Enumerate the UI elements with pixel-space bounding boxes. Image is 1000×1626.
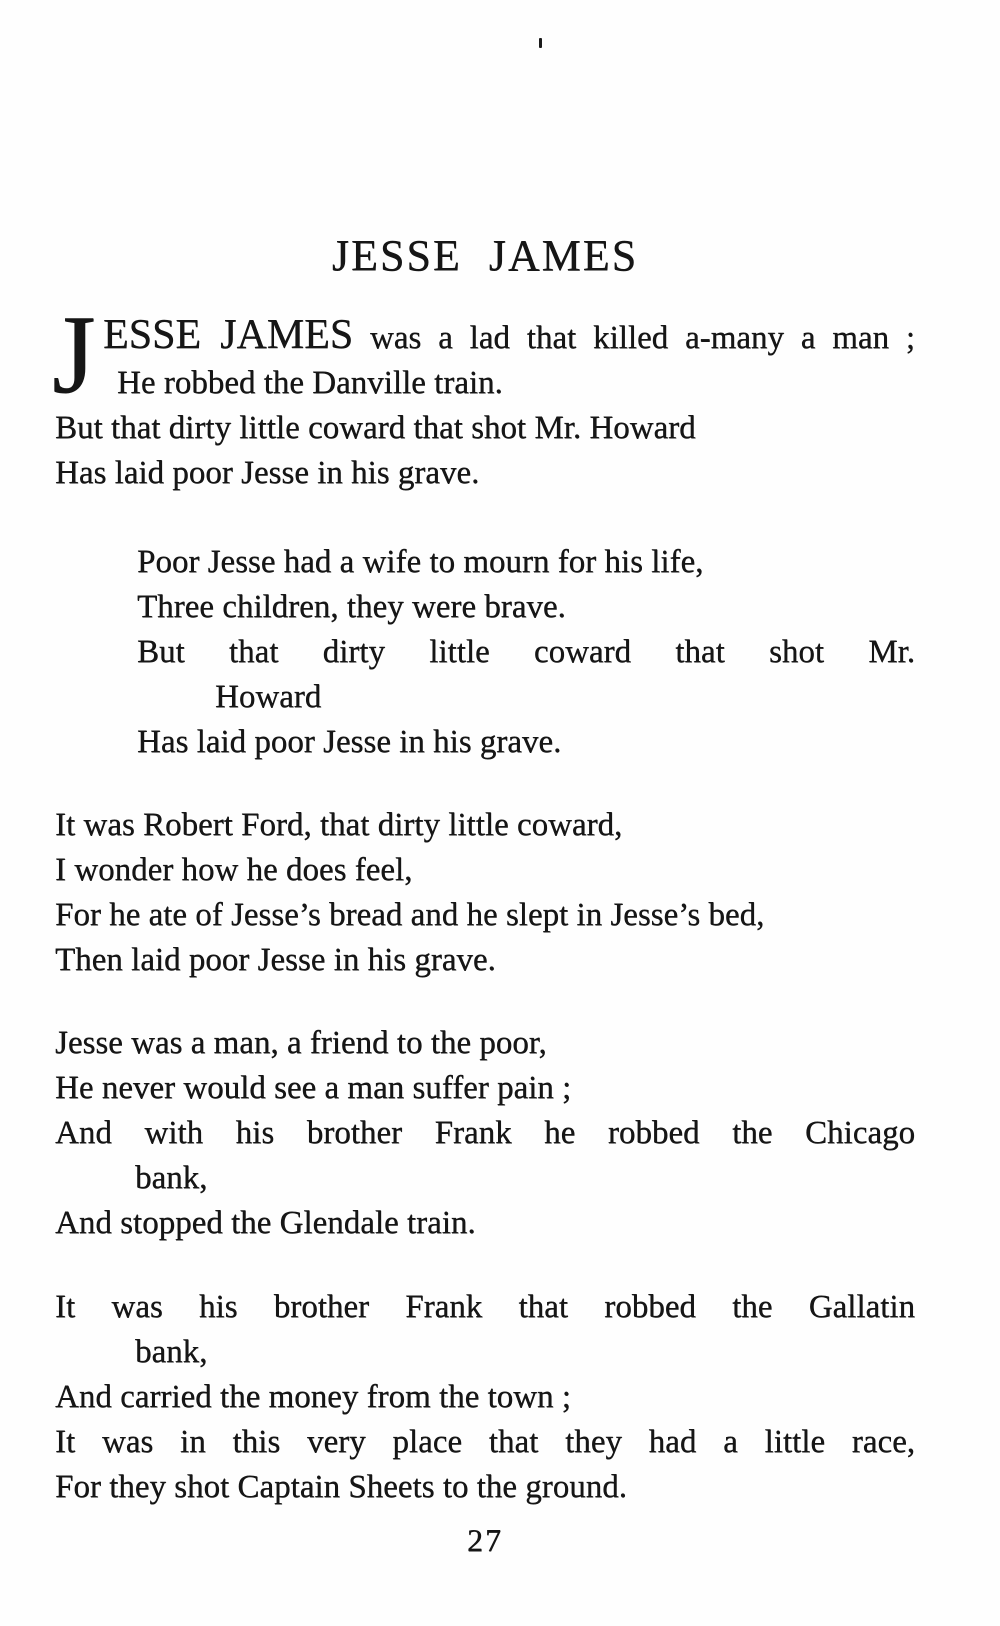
poem-line: And with his brother Frank he robbed the Chicago [55,1115,915,1151]
poem-line: It was in this very place that they had a little race, [55,1424,915,1460]
poem-line: But that dirty little coward that shot Mr. [137,634,915,670]
poem-line: Jesse was a man, a friend to the poor, [55,1025,547,1061]
poem-line: Poor Jesse had a wife to mourn for his life, [137,544,704,580]
poem-line: For he ate of Jesse’s bread and he slept in Jesse’s bed, [55,897,765,933]
poem-line: And stopped the Glendale train. [55,1205,476,1241]
stanza-5 [55,1285,915,1510]
opening-rest: was a lad that killed a-many a man ; [353,320,915,356]
poem-line [55,313,915,361]
poem-line: Three children, they were brave. [137,589,566,625]
poem-line-runover: bank, [135,1334,208,1370]
poem-line: For they shot Captain Sheets to the ground. [55,1469,627,1505]
poem-line: I wonder how he does feel, [55,852,413,888]
poem-line: But that dirty little coward that shot Mr. Howard [55,410,696,446]
page-number: 27 [467,1522,503,1558]
poem-line: It was his brother Frank that robbed the Gallatin [55,1289,915,1325]
stanza-3 [55,803,915,983]
drop-cap-initial: J [52,293,96,417]
poem-line-runover: Howard [215,679,322,715]
poem-line: It was Robert Ford, that dirty little coward, [55,807,623,843]
stray-ink-mark [539,38,542,48]
stanza-2-chorus [137,540,915,765]
poem-line: Then laid poor Jesse in his grave. [55,942,496,978]
poem-line: He robbed the Danville train. [117,365,503,401]
poem-line: He never would see a man suffer pain ; [55,1070,572,1106]
stanza-1 [52,293,915,496]
poem-line: And carried the money from the town ; [55,1379,571,1415]
page-title: JESSE JAMES [331,231,639,280]
stanza-4 [55,1021,915,1246]
poem-line: Has laid poor Jesse in his grave. [137,724,562,760]
poem-line: Has laid poor Jesse in his grave. [55,455,480,491]
opening-caps: ESSE JAMES [103,312,354,358]
poem-line-runover: bank, [135,1160,208,1196]
